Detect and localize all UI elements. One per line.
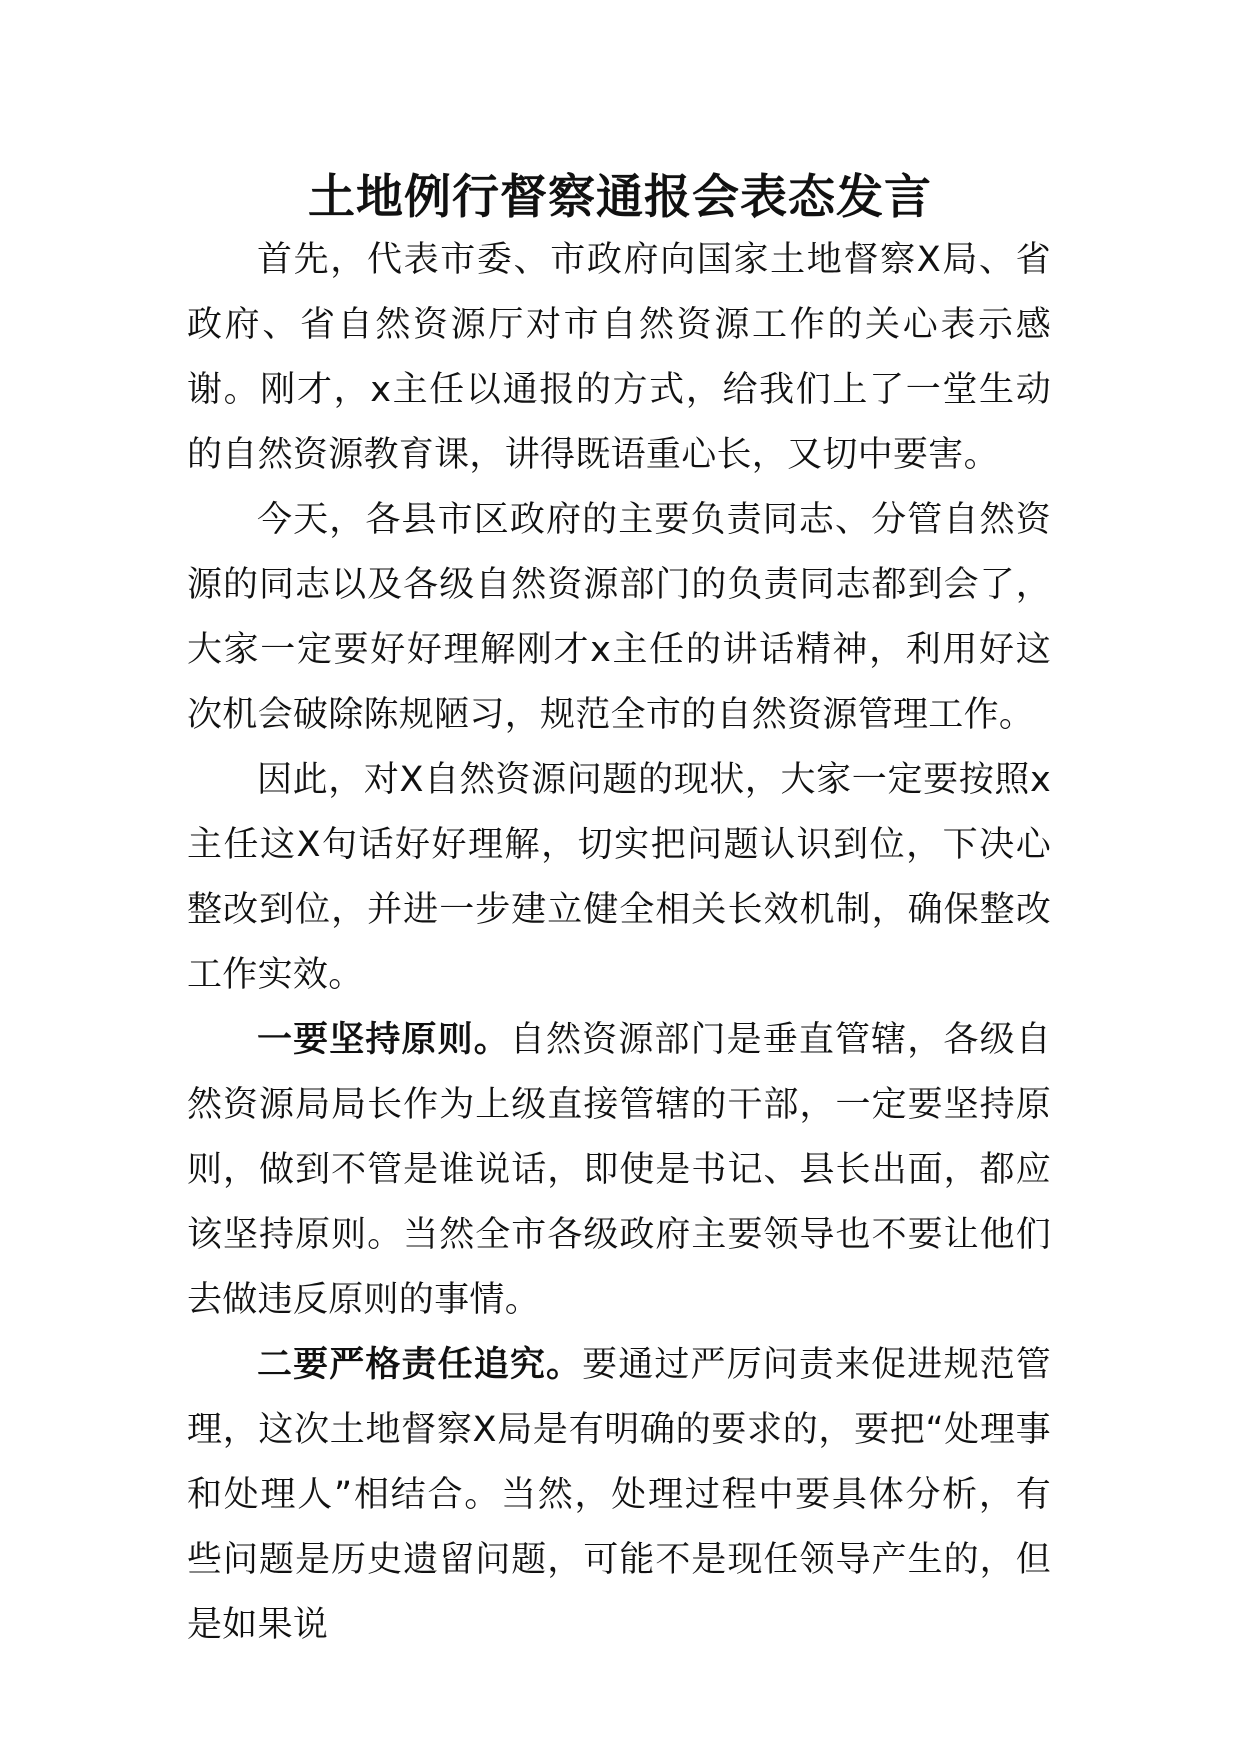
- paragraph-2: [187, 488, 1051, 748]
- paragraph-5: [187, 1333, 1051, 1658]
- paragraph-1: [187, 228, 1051, 488]
- paragraph-text: 自然资源部门是垂直管辖，各级自然资源局局长作为上级直接管辖的干部，一定要坚持原则，做到不管是谁说话，即使是书记、县长出面，都应该坚持原则。当然全市各级政府主要领导也不要让他们去做违反原则的事情。: [187, 1020, 1051, 1320]
- paragraph-lead: 二要严格责任追究。: [257, 1345, 583, 1385]
- paragraph-4: [187, 1008, 1051, 1333]
- paragraph-text: 要通过严厉问责来促进规范管理，这次土地督察X局是有明确的要求的，要把“处理事和处理人”相结合。当然，处理过程中要具体分析，有些问题是历史遗留问题，可能不是现任领导产生的，但是如果说: [187, 1345, 1051, 1645]
- paragraph-text: 首先，代表市委、市政府向国家土地督察X局、省政府、省自然资源厅对市自然资源工作的关心表示感谢。刚才，x主任以通报的方式，给我们上了一堂生动的自然资源教育课，讲得既语重心长，又切中要害。: [187, 240, 1051, 475]
- document-title: 土地例行督察通报会表态发言: [308, 170, 932, 225]
- paragraph-text: 因此，对X自然资源问题的现状，大家一定要按照x主任这X句话好好理解，切实把问题认识到位，下决心整改到位，并进一步建立健全相关长效机制，确保整改工作实效。: [187, 760, 1051, 995]
- paragraph-3: [187, 748, 1051, 1008]
- document-body: [187, 228, 1051, 1658]
- paragraph-text: 今天，各县市区政府的主要负责同志、分管自然资源的同志以及各级自然资源部门的负责同志都到会了，大家一定要好好理解刚才x主任的讲话精神，利用好这次机会破除陈规陋习，规范全市的自然资源管理工作。: [187, 500, 1051, 735]
- paragraph-lead: 一要坚持原则。: [257, 1020, 510, 1060]
